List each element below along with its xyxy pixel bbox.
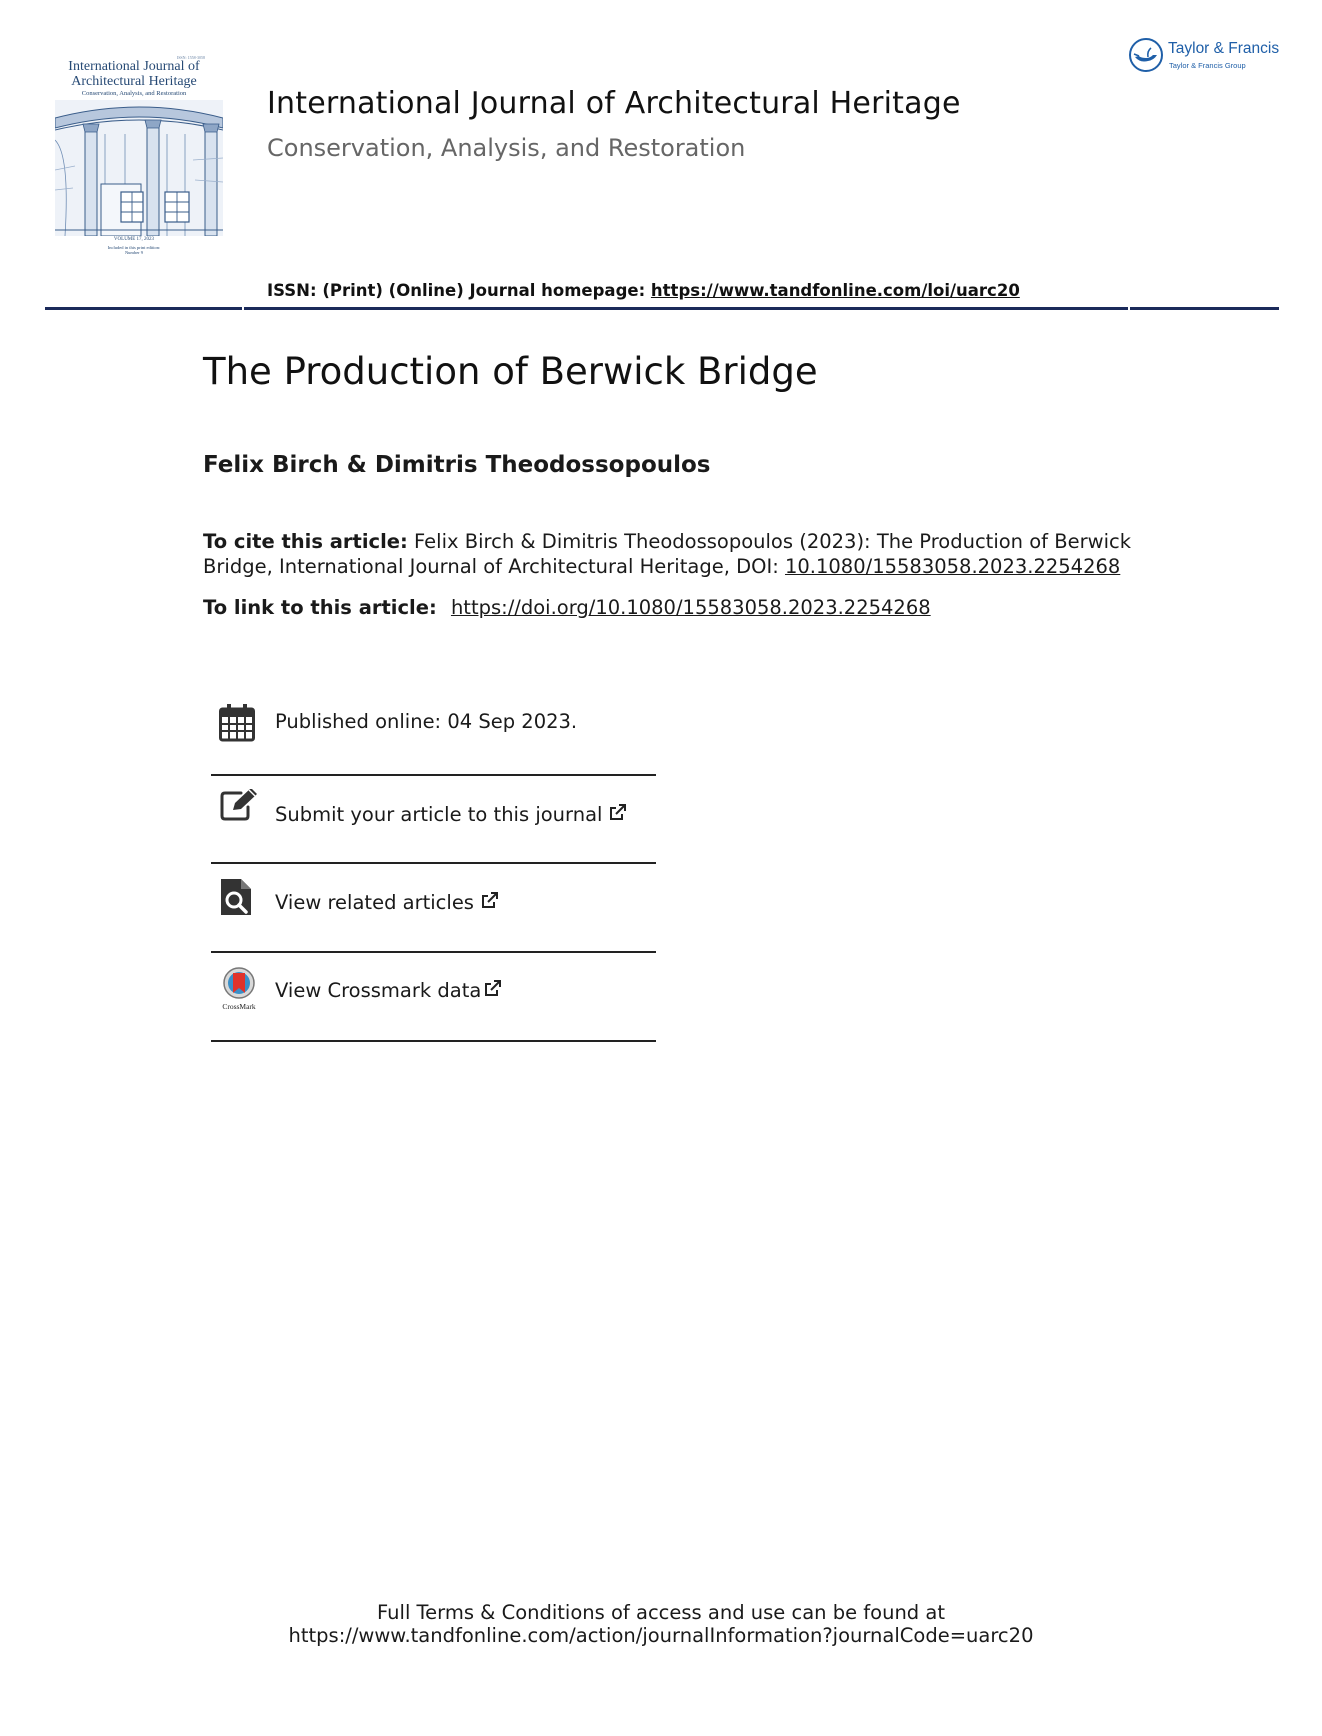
journal-subtitle: Conservation, Analysis, and Restoration <box>267 134 746 162</box>
link-label: To link to this article: <box>203 596 437 619</box>
submit-row[interactable] <box>211 776 656 864</box>
journal-homepage-link[interactable]: https://www.tandfonline.com/loi/uarc20 <box>650 281 1020 300</box>
related-label: View related articles <box>275 891 474 914</box>
cover-issn: ISSN: 1558-3058 <box>176 55 205 60</box>
crossmark-label: View Crossmark data <box>275 979 482 1002</box>
citation-block <box>203 529 1133 579</box>
divider-notch-right <box>1128 306 1130 312</box>
issn-label: ISSN: (Print) (Online) Journal homepage: <box>267 281 646 300</box>
cover-title-line1: International Journal of <box>68 59 200 74</box>
cover-building-illustration <box>55 100 223 236</box>
footer-terms <box>0 1601 1322 1647</box>
crossmark-row[interactable] <box>211 953 656 1041</box>
cover-title <box>55 59 213 89</box>
cite-label: To cite this article: <box>203 530 408 553</box>
journal-cover <box>55 55 223 265</box>
search-document-icon <box>219 877 253 917</box>
cite-text: Felix Birch & Dimitris Theodossopoulos (2023): The Production of Berwick Bridge, International Journal of Architectural Heritage, DOI: <box>203 530 1132 578</box>
crossmark-text[interactable] <box>275 978 503 1002</box>
cover-title-line2: Architectural Heritage <box>71 74 197 89</box>
crossmark-caption: CrossMark <box>222 1002 256 1011</box>
calendar-icon <box>219 704 255 742</box>
journal-title: International Journal of Architectural Heritage <box>267 86 961 121</box>
footer-terms-url[interactable]: https://www.tandfonline.com/action/journalInformation?journalCode=uarc20 <box>288 1624 1034 1647</box>
cover-included-line2: Number 9 <box>124 250 144 255</box>
issn-line <box>267 281 1020 300</box>
article-link-line <box>203 596 931 619</box>
publisher-logo[interactable] <box>1128 37 1284 77</box>
article-url-link[interactable]: https://doi.org/10.1080/15583058.2023.2254268 <box>450 596 931 619</box>
related-row[interactable] <box>211 864 656 952</box>
published-text: Published online: 04 Sep 2023. <box>275 710 578 733</box>
related-text[interactable] <box>275 890 500 914</box>
published-row <box>211 680 656 768</box>
cover-included-line1: Included in this print edition: <box>107 245 161 250</box>
header-divider <box>45 307 1279 310</box>
lamp-icon <box>1128 37 1164 73</box>
crossmark-icon <box>219 967 259 1011</box>
doi-link[interactable]: 10.1080/15583058.2023.2254268 <box>784 555 1121 578</box>
publisher-name: Taylor & Francis <box>1168 40 1280 57</box>
cover-included <box>55 245 213 255</box>
external-link-icon <box>608 802 628 822</box>
footer-line1: Full Terms & Conditions of access and use can be found at <box>377 1601 945 1624</box>
external-link-icon <box>480 890 500 910</box>
row-divider <box>211 1040 656 1042</box>
publisher-group: Taylor & Francis Group <box>1169 61 1246 70</box>
article-authors: Felix Birch & Dimitris Theodossopoulos <box>203 452 711 478</box>
article-title: The Production of Berwick Bridge <box>203 350 818 393</box>
submit-text[interactable] <box>275 802 628 826</box>
cover-subtitle: Conservation, Analysis, and Restoration <box>81 90 187 97</box>
cover-volume: VOLUME 17, 2023 <box>113 237 155 242</box>
submit-label: Submit your article to this journal <box>275 803 603 826</box>
divider-notch-left <box>242 306 244 312</box>
edit-icon <box>219 789 259 823</box>
external-link-icon <box>483 978 503 998</box>
